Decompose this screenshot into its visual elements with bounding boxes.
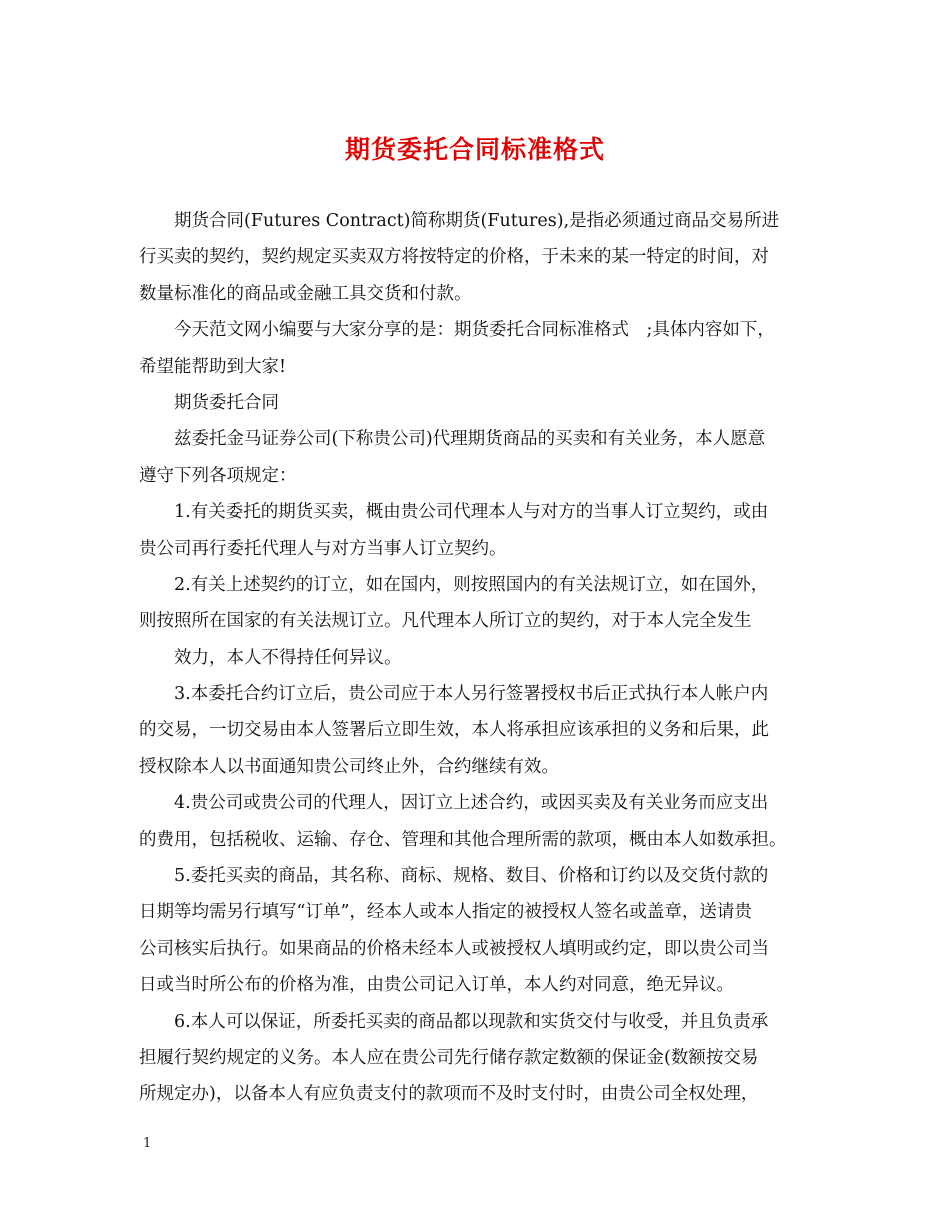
- text-line: 日或当时所公布的价格为准，由贵公司记入订单，本人约对同意，绝无异议。: [139, 975, 734, 996]
- text-line: 兹委托金马证券公司(下称贵公司)代理期货商品的买卖和有关业务，本人愿意: [174, 429, 766, 450]
- document-body: [139, 203, 829, 1113]
- text-line: 公司核实后执行。如果商品的价格未经本人或被授权人填明或约定，即以贵公司当: [139, 938, 769, 959]
- text-line: 6.本人可以保证，所委托买卖的商品都以现款和实货交付与收受，并且负责承: [174, 1011, 769, 1032]
- text-line: 行买卖的契约，契约规定买卖双方将按特定的价格，于未来的某一特定的时间，对: [139, 247, 769, 268]
- text-line: 2.有关上述契约的订立，如在国内，则按照国内的有关法规订立，如在国外，: [174, 574, 769, 595]
- text-line: 则按照所在国家的有关法规订立。凡代理本人所订立的契约，对于本人完全发生: [139, 611, 752, 632]
- text-line: 效力，本人不得持任何异议。: [174, 647, 402, 668]
- text-line: 期货合同(Futures Contract)简称期货(Futures),是指必须通过商品交易所进: [174, 211, 780, 231]
- document-title: 期货委托合同标准格式: [344, 135, 605, 164]
- text-line: 5.委托买卖的商品，其名称、商标、规格、数目、价格和订约以及交货付款的: [174, 866, 769, 887]
- text-line: 1.有关委托的期货买卖，概由贵公司代理本人与对方的当事人订立契约，或由: [174, 502, 769, 523]
- text-line: 4.贵公司或贵公司的代理人，因订立上述合约，或因买卖及有关业务而应支出: [174, 793, 769, 814]
- text-line: 希望能帮助到大家!: [139, 356, 287, 377]
- text-line: 遵守下列各项规定：: [139, 465, 297, 486]
- text-line: 3.本委托合约订立后，贵公司应于本人另行签署授权书后正式执行本人帐户内: [174, 684, 769, 705]
- page-number: 1: [143, 1136, 152, 1151]
- text-line: 期货委托合同: [174, 392, 279, 413]
- text-line: 担履行契约规定的义务。本人应在贵公司先行储存款定数额的保证金(数额按交易: [139, 1047, 759, 1068]
- text-line: 日期等均需另行填写“订单”，经本人或本人指定的被授权人签名或盖章，送请贵: [139, 902, 752, 923]
- text-line: 的费用，包括税收、运输、存仓、管理和其他合理所需的款项，概由本人如数承担。: [139, 829, 787, 850]
- text-line: 授权除本人以书面通知贵公司终止外，合约继续有效。: [139, 756, 559, 777]
- text-line: 的交易，一切交易由本人签署后立即生效，本人将承担应该承担的义务和后果，此: [139, 720, 769, 741]
- text-line: 贵公司再行委托代理人与对方当事人订立契约。: [139, 538, 507, 559]
- text-line: 今天范文网小编要与大家分享的是：期货委托合同标准格式 ;具体内容如下，: [174, 320, 775, 341]
- text-line: 所规定办)，以备本人有应负责支付的款项而不及时支付时，由贵公司全权处理，: [139, 1084, 759, 1105]
- text-line: 数量标准化的商品或金融工具交货和付款。: [139, 283, 472, 304]
